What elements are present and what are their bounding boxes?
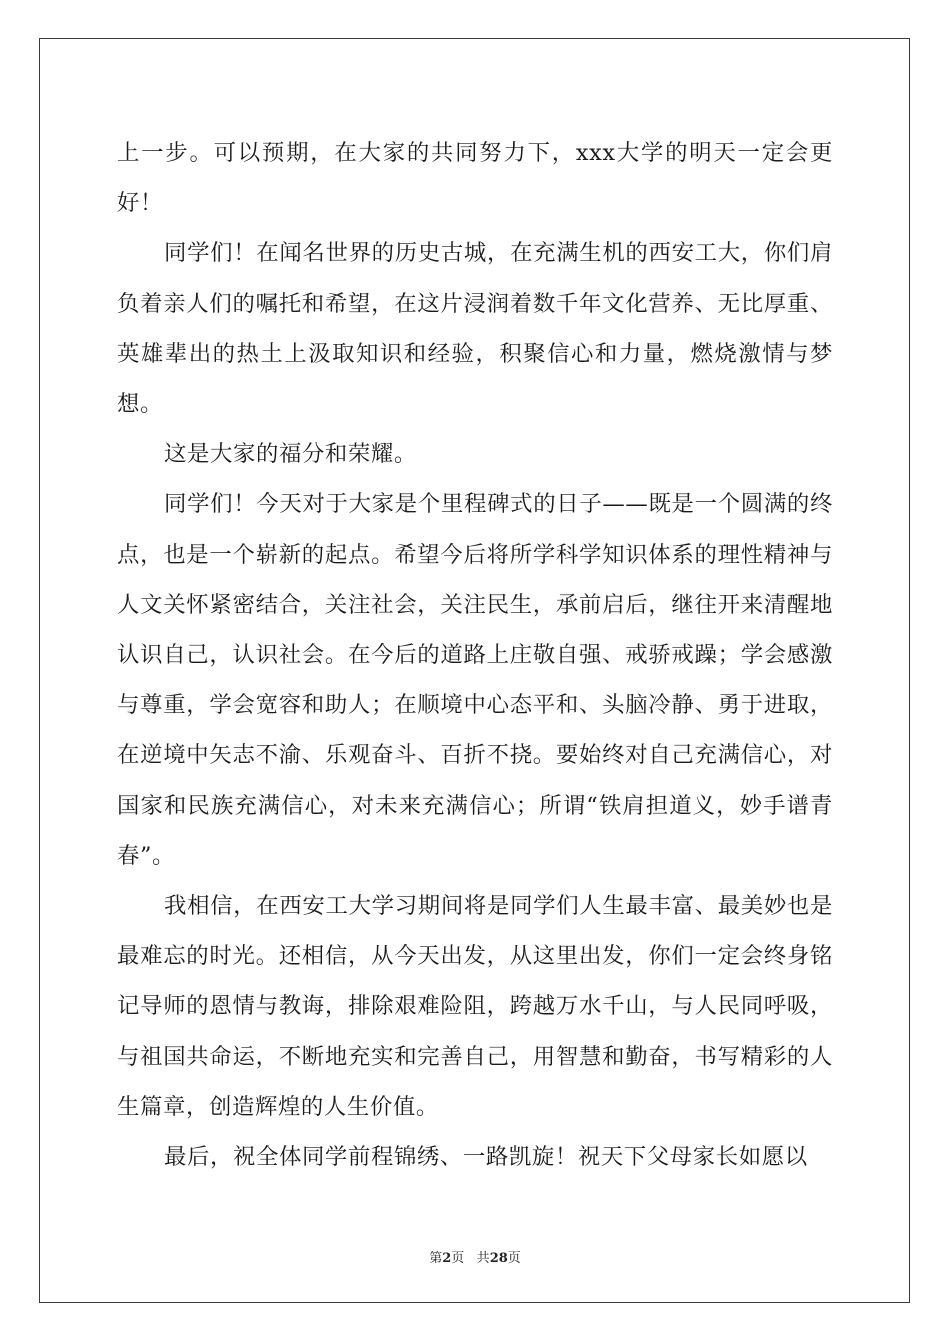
page-label-prefix: 第 [429,1251,443,1266]
page-footer [0,1247,950,1266]
total-label-prefix: 共 [476,1251,490,1266]
total-pages: 28 [489,1251,508,1266]
page-label-suffix: 页 [451,1251,465,1266]
paragraph-final-wishes: 最后，祝全体同学前程锦绣、一路凯旋！祝天下父母家长如愿以 [164,1144,808,1171]
total-label-suffix: 页 [507,1251,521,1266]
paragraph-students-city: 同学们！在闻名世界的历史古城，在充满生机的西安工大，你们肩负着亲人们的嘱托和希望，在这片浸润着数千年文化营养、无比厚重、英雄辈出的热土上汲取知识和经验，积聚信心和力量，燃烧激情与梦想。 [117,240,833,418]
document-body [117,128,833,1182]
page-number: 2 [442,1251,452,1266]
paragraph-milestone: 同学们！今天对于大家是个里程碑式的日子——既是一个圆满的终点，也是一个崭新的起点。希望今后将所学科学知识体系的理性精神与人文关怀紧密结合，关注社会，关注民生，承前启后，继往开来清醒地认识自己，认识社会。在今后的道路上庄敬自强、戒骄戒躁；学会感激与尊重，学会宽容和助人；在顺境中心态平和、头脑冷静、勇于进取，在逆境中矢志不渝、乐观奋斗、百折不挠。要始终对自己充满信心，对国家和民族充满信心，对未来充满信心；所谓“铁肩担道义，妙手谱青春”。 [117,491,833,869]
paragraph-honor: 这是大家的福分和荣耀。 [164,441,417,468]
paragraph-belief: 我相信，在西安工大学习期间将是同学们人生最丰富、最美妙也是最难忘的时光。还相信，从今天出发，从这里出发，你们一定会终身铭记导师的恩情与教诲，排除艰难险阻，跨越万水千山，与人民同呼吸，与祖国共命运，不断地充实和完善自己，用智慧和勤奋，书写精彩的人生篇章，创造辉煌的人生价值。 [117,893,833,1120]
paragraph-continuation: 上一步。可以预期，在大家的共同努力下，xxx大学的明天一定会更好！ [117,140,833,217]
